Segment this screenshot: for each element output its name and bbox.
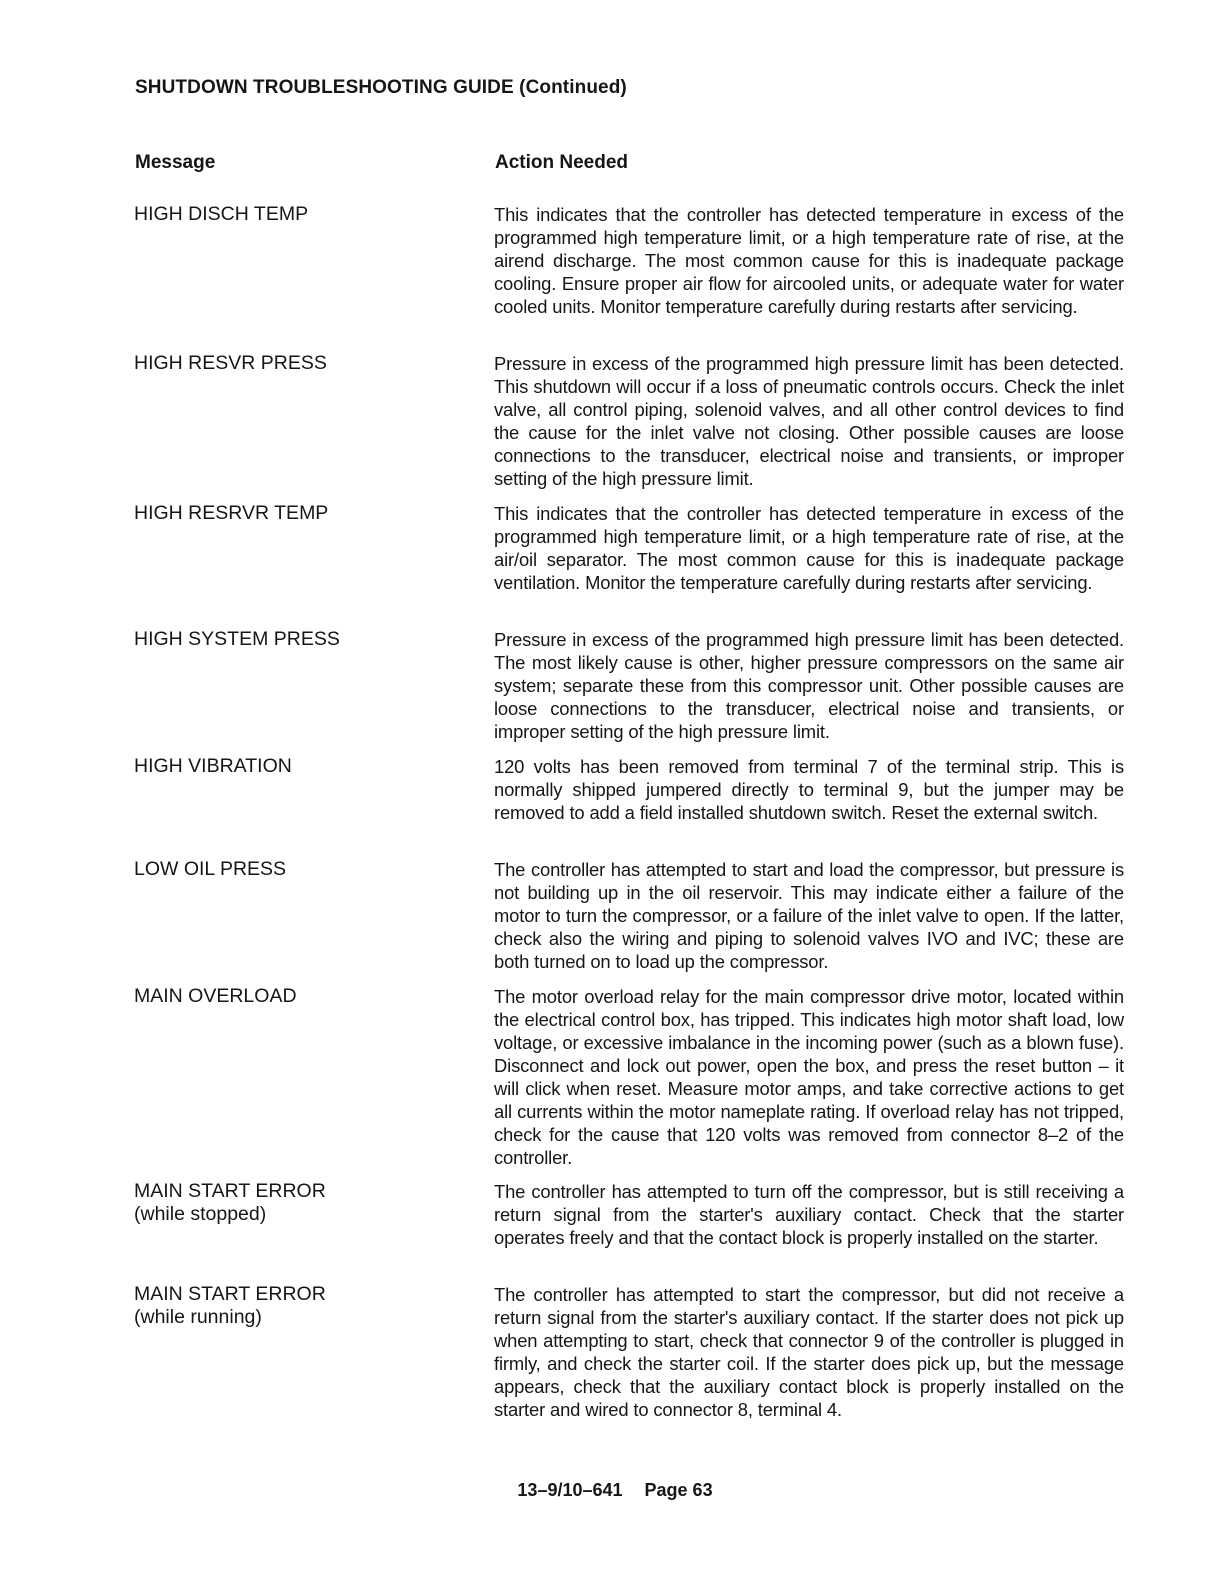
entry-message <box>134 352 464 375</box>
entry-message <box>134 628 464 651</box>
entry-message-text: MAIN START ERROR <box>134 1180 326 1202</box>
entry-message-qualifier: (while running) <box>134 1306 262 1328</box>
entry-message-text: HIGH SYSTEM PRESS <box>134 628 340 650</box>
page-title: SHUTDOWN TROUBLESHOOTING GUIDE (Continued) <box>135 77 627 98</box>
document-number: 13–9/10–641 <box>517 1480 623 1500</box>
entry-message-text: HIGH DISCH TEMP <box>134 203 309 225</box>
entry-message-text: MAIN START ERROR <box>134 1283 326 1305</box>
entry-message <box>134 755 464 778</box>
entry-message <box>134 1283 464 1329</box>
entry-action: This indicates that the controller has detected temperature in excess of the programmed high temperature limit, or a high temperature rate of rise, at the airend discharge. The most common cause for this is inadequate package cooling. Ensure proper air flow for aircooled units, or adequate water for water cooled units. Monitor temperature carefully during restarts after servicing. <box>494 204 1124 317</box>
entry-message-text: HIGH RESRVR TEMP <box>134 502 329 524</box>
action-column-header: Action Needed <box>495 152 629 173</box>
entry-message <box>134 203 464 226</box>
entry-message-qualifier: (while stopped) <box>134 1203 267 1225</box>
entry-action: The controller has attempted to start and load the compressor, but pressure is not building up in the oil reservoir. This may indicate either a failure of the motor to turn the compressor, or a failure of the inlet valve to open. If the latter, check also the wiring and piping to solenoid valves IVO and IVC; these are both turned on to load up the compressor. <box>494 859 1124 972</box>
entry-action: Pressure in excess of the programmed high pressure limit has been detected. The most likely cause is other, higher pressure compressors on the same air system; separate these from this compressor unit. Other possible causes are loose connections to the transducer, electrical noise and transients, or improper setting of the high pressure limit. <box>494 629 1124 742</box>
message-column-header: Message <box>135 152 216 173</box>
entry-action: The controller has attempted to start the compressor, but did not receive a return signal from the starter's auxiliary contact. If the starter does not pick up when attempting to start, check that connector 9 of the controller is plugged in firmly, and check the starter coil. If the starter does pick up, but the message appears, check that the auxiliary contact block is properly installed on the starter and wired to connector 8, terminal 4. <box>494 1284 1124 1420</box>
entry-message-text: HIGH RESVR PRESS <box>134 352 327 374</box>
entry-message <box>134 502 464 525</box>
entry-message-text: LOW OIL PRESS <box>134 858 287 880</box>
page-footer <box>0 1480 1230 1501</box>
entry-message <box>134 985 464 1008</box>
page-number: Page 63 <box>644 1480 713 1500</box>
entry-message <box>134 1180 464 1226</box>
entry-message-text: MAIN OVERLOAD <box>134 985 297 1007</box>
entry-action: 120 volts has been removed from terminal 7 of the terminal strip. This is normally shipped jumpered directly to terminal 9, but the jumper may be removed to add a field installed shutdown switch. Reset the external switch. <box>494 756 1124 823</box>
entry-message-text: HIGH VIBRATION <box>134 755 292 777</box>
entry-action: The controller has attempted to turn off the compressor, but is still receiving a return signal from the starter's auxiliary contact. Check that the starter operates freely and that the contact block is properly installed on the starter. <box>494 1181 1124 1248</box>
entry-action: The motor overload relay for the main compressor drive motor, located within the electrical control box, has tripped. This indicates high motor shaft load, low voltage, or excessive imbalance in the incoming power (such as a blown fuse). Disconnect and lock out power, open the box, and press the reset button – it will click when reset. Measure motor amps, and take corrective actions to get all currents within the motor nameplate rating. If overload relay has not tripped, check for the cause that 120 volts was removed from connector 8–2 of the controller. <box>494 986 1124 1168</box>
entry-action: Pressure in excess of the programmed high pressure limit has been detected. This shutdown will occur if a loss of pneumatic controls occurs. Check the inlet valve, all control piping, solenoid valves, and all other control devices to find the cause for the inlet valve not closing. Other possible causes are loose connections to the transducer, electrical noise and transients, or improper setting of the high pressure limit. <box>494 353 1124 489</box>
entry-message <box>134 858 464 881</box>
entry-action: This indicates that the controller has detected temperature in excess of the programmed high temperature limit, or a high temperature rate of rise, at the air/oil separator. The most common cause for this is inadequate package ventilation. Monitor the temperature carefully during restarts after servicing. <box>494 503 1124 593</box>
